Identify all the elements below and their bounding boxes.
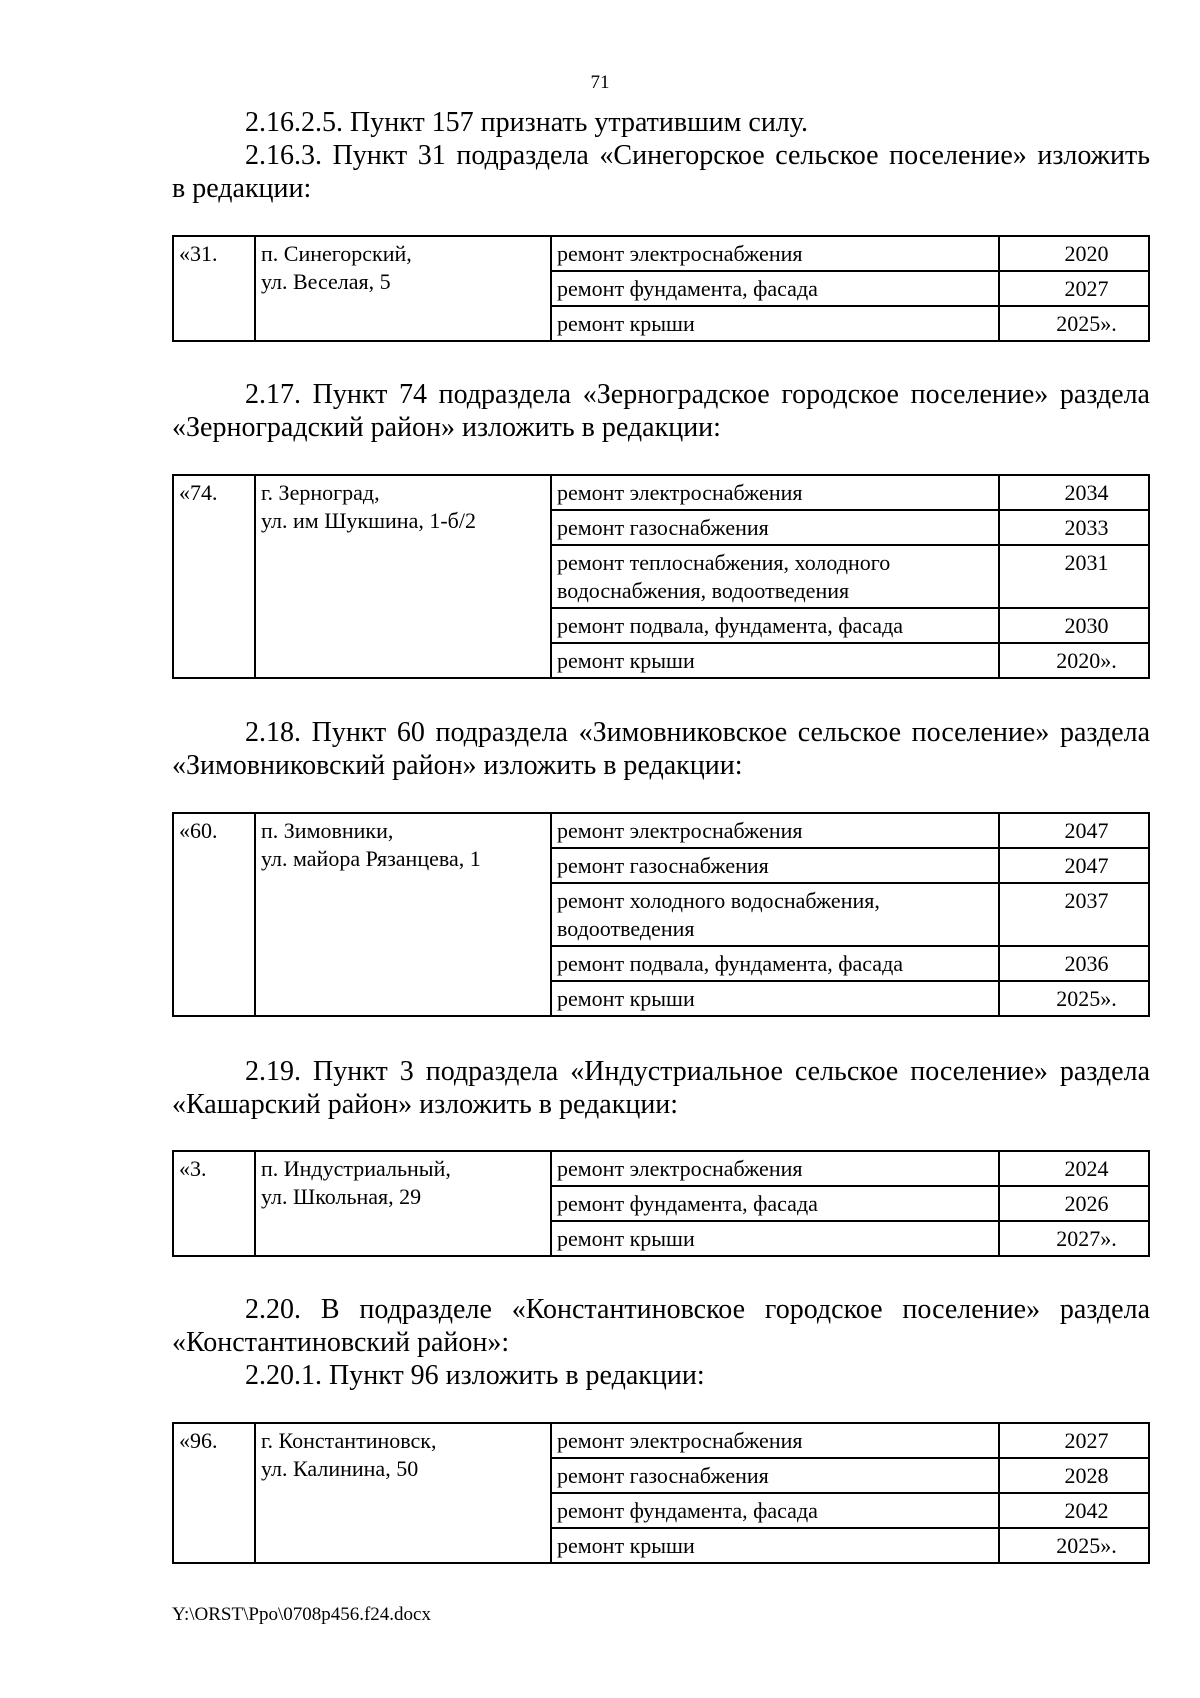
work-year: 2047 [999, 848, 1149, 883]
paragraph-line: 2.17. Пункт 74 подраздела «Зерноградское городское поселение» раздела [245, 379, 1150, 410]
work-year: 2027 [999, 271, 1149, 306]
table-row [173, 236, 1149, 271]
work-type: ремонт холодного водоснабжения, водоотведения [551, 883, 999, 946]
work-type: ремонт газоснабжения [551, 848, 999, 883]
work-year: 2027 [999, 1423, 1149, 1458]
work-year: 2028 [999, 1458, 1149, 1493]
work-year: 2020 [999, 236, 1149, 271]
item-address [255, 236, 551, 341]
address-settlement: п. Зимовники, [261, 818, 394, 843]
work-year: 2047 [999, 813, 1149, 848]
paragraph-line: «Кашарский район» изложить в редакции: [172, 1089, 679, 1120]
table-row [173, 1423, 1149, 1458]
page-number: 71 [590, 72, 610, 93]
address-street: ул. Школьная, 29 [261, 1184, 422, 1209]
table-item-96 [172, 1422, 1150, 1564]
work-year: 2031 [999, 545, 1149, 608]
work-year: 2034 [999, 475, 1149, 510]
work-year: 2030 [999, 608, 1149, 643]
paragraph-line: 2.20. В подразделе «Константиновское городское поселение» раздела [245, 1294, 1150, 1325]
work-year: 2036 [999, 946, 1149, 981]
item-address [255, 1423, 551, 1563]
paragraph-line: «Константиновский район»: [172, 1327, 510, 1358]
paragraph-2-16-2-5 [172, 106, 1150, 139]
paragraph-line: в редакции: [172, 173, 312, 204]
table-row [173, 475, 1149, 510]
table-item-74 [172, 474, 1150, 679]
item-number: «3. [173, 1151, 255, 1256]
item-number: «96. [173, 1423, 255, 1563]
work-type: ремонт электроснабжения [551, 1423, 999, 1458]
work-type: ремонт крыши [551, 1528, 999, 1563]
work-type: ремонт теплоснабжения, холодного водоснабжения, водоотведения [551, 545, 999, 608]
paragraph-2-20 [172, 1293, 1150, 1392]
item-number: «31. [173, 236, 255, 341]
work-year: 2020». [999, 643, 1149, 678]
address-street: ул. им Шукшина, 1-б/2 [261, 508, 476, 533]
paragraph-line: «Зимовниковский район» изложить в редакции: [172, 750, 743, 781]
work-type: ремонт электроснабжения [551, 236, 999, 271]
table-row [173, 1151, 1149, 1186]
address-settlement: г. Зерноград, [261, 480, 380, 505]
paragraph-2-19 [172, 1055, 1150, 1121]
address-settlement: г. Константиновск, [261, 1428, 437, 1453]
work-year: 2024 [999, 1151, 1149, 1186]
item-address [255, 1151, 551, 1256]
work-type: ремонт крыши [551, 643, 999, 678]
work-type: ремонт электроснабжения [551, 813, 999, 848]
work-type: ремонт газоснабжения [551, 510, 999, 545]
table-item-31 [172, 235, 1150, 342]
work-year: 2027». [999, 1221, 1149, 1256]
work-year: 2025». [999, 981, 1149, 1016]
item-address [255, 475, 551, 678]
paragraph-line: 2.16.2.5. Пункт 157 признать утратившим силу. [245, 107, 808, 138]
address-settlement: п. Индустриальный, [261, 1156, 451, 1181]
work-year: 2025». [999, 1528, 1149, 1563]
work-year: 2042 [999, 1493, 1149, 1528]
table-item-3 [172, 1150, 1150, 1257]
address-settlement: п. Синегорский, [261, 241, 412, 266]
work-type: ремонт крыши [551, 306, 999, 341]
item-address [255, 813, 551, 1016]
work-year: 2025». [999, 306, 1149, 341]
work-type: ремонт фундамента, фасада [551, 271, 999, 306]
item-number: «60. [173, 813, 255, 1016]
work-year: 2026 [999, 1186, 1149, 1221]
paragraph-line: «Зерноградский район» изложить в редакции: [172, 412, 721, 443]
work-type: ремонт подвала, фундамента, фасада [551, 608, 999, 643]
table-row [173, 813, 1149, 848]
address-street: ул. Веселая, 5 [261, 269, 391, 294]
work-year: 2033 [999, 510, 1149, 545]
paragraph-line: 2.20.1. Пункт 96 изложить в редакции: [245, 1360, 705, 1391]
paragraph-line: 2.16.3. Пункт 31 подраздела «Синегорское сельское поселение» изложить [245, 140, 1150, 171]
work-type: ремонт фундамента, фасада [551, 1186, 999, 1221]
work-type: ремонт газоснабжения [551, 1458, 999, 1493]
address-street: ул. майора Рязанцева, 1 [261, 846, 481, 871]
work-type: ремонт электроснабжения [551, 475, 999, 510]
table-item-60 [172, 812, 1150, 1017]
work-type: ремонт подвала, фундамента, фасада [551, 946, 999, 981]
work-year: 2037 [999, 883, 1149, 946]
item-number: «74. [173, 475, 255, 678]
work-type: ремонт фундамента, фасада [551, 1493, 999, 1528]
paragraph-line: 2.18. Пункт 60 подраздела «Зимовниковское сельское поселение» раздела [245, 717, 1150, 748]
paragraph-2-17 [172, 378, 1150, 444]
work-type: ремонт электроснабжения [551, 1151, 999, 1186]
work-type: ремонт крыши [551, 1221, 999, 1256]
work-type: ремонт крыши [551, 981, 999, 1016]
paragraph-line: 2.19. Пункт 3 подраздела «Индустриальное сельское поселение» раздела [245, 1056, 1150, 1087]
footer-file-path: Y:\ORST\Ppo\0708p456.f24.docx [172, 1604, 431, 1625]
address-street: ул. Калинина, 50 [261, 1456, 419, 1481]
paragraph-2-16-3 [172, 139, 1150, 205]
paragraph-2-18 [172, 716, 1150, 782]
